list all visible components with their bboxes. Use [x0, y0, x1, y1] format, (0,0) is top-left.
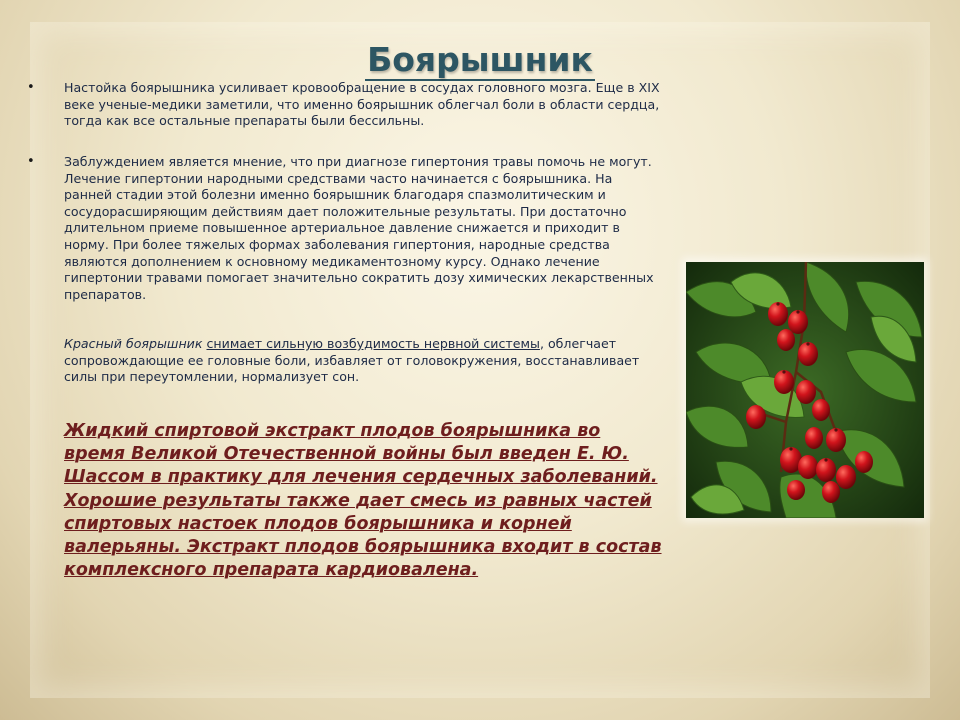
- hawthorn-illustration: [686, 262, 924, 518]
- highlight-paragraph: Жидкий спиртовой экстракт плодов боярышника во время Великой Отечественной войны был введен Е. Ю. Шассом в практику для лечения сердечных заболеваний. Хорошие результаты также дает смесь из равных частей спиртовых настоек плодов боярышника и корней валерьяны. Экстракт плодов боярышника входит в состав комплексного препарата кардиовалена.: [64, 421, 662, 581]
- paragraph-1: Настойка боярышника усиливает кровообращение в сосудах головного мозга. Еще в XIX веке ученые-медики заметили, что именно боярышник облегчал боли в области сердца, тогда как все остальные препараты были бессильны.: [64, 80, 660, 129]
- bullet-marker-1: •: [27, 80, 35, 95]
- paragraph-3-rest: , облегчает сопровождающие ее головные боли, избавляет от головокружения, восстанавливает силы при переутомлении, нормализует сон.: [64, 336, 640, 385]
- paragraph-3: [64, 336, 664, 386]
- slide-title: [0, 40, 960, 79]
- bullet-marker-2: •: [27, 154, 35, 169]
- hawthorn-photo: [686, 262, 924, 518]
- paragraph-3-link[interactable]: снимает сильную возбудимость нервной системы: [206, 336, 540, 351]
- paragraph-2: Заблуждением является мнение, что при диагнозе гипертония травы помочь не могут. Лечение гипертонии народными средствами часто начинается с боярышника. На ранней стадии этой болезни именно боярышник благодаря спазмолитическим и сосудорасширяющим действиям дает положительные результаты. При достаточно длительном приеме повышенное артериальное давление снижается и приходит в норму. При более тяжелых формах заболевания гипертония, народные средства являются дополнением к основному медикаментозному курсу. Однако лечение гипертонии травами помогает значительно сократить дозу химических лекарственных препаратов.: [64, 154, 654, 302]
- paragraph-3-lead: Красный боярышник: [64, 336, 203, 351]
- slide-title-text: Боярышник: [367, 40, 593, 79]
